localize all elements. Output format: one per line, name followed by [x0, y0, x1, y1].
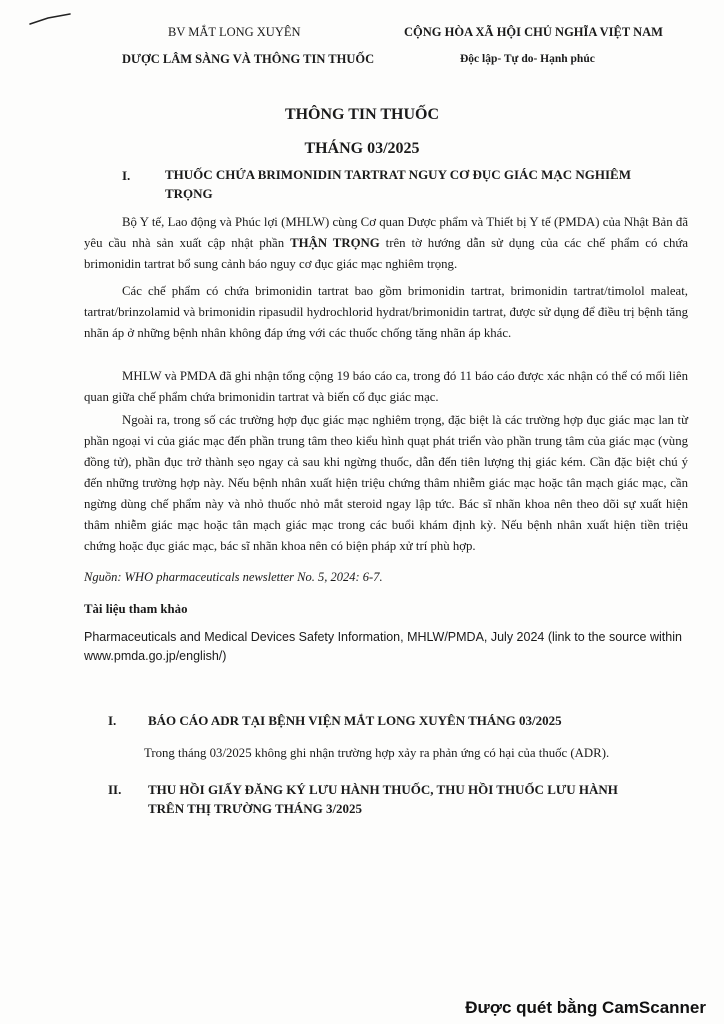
document-subtitle: THÁNG 03/2025	[304, 140, 420, 157]
p1-text-bold: THẬN TRỌNG	[290, 236, 380, 250]
section-1-title-line2: TRỌNG	[165, 186, 213, 201]
nation-name: CỘNG HÒA XÃ HỘI CHỦ NGHĨA VIỆT NAM	[404, 25, 663, 39]
scanner-watermark: Được quét bằng CamScanner	[465, 998, 706, 1017]
references-heading: Tài liệu tham khảo	[84, 602, 188, 616]
references-body: Pharmaceuticals and Medical Devices Safety Information, MHLW/PMDA, July 2024 (link to the source within www.pmda.go.jp/english/)	[84, 630, 682, 663]
p1-text-before: Bộ Y tế, Lao động và Phúc lợi (MHLW) cùng Cơ quan Dược phẩm và Thiết bị Y tế (PMDA) của Nhật Bản đã yêu cầu nhà sản xuất cập nhật phần	[84, 215, 688, 250]
section-2-number: I.	[108, 713, 117, 728]
section-1-paragraph-2: Các chế phẩm có chứa brimonidin tartrat bao gồm brimonidin tartrat, brimonidin tartrat/timolol maleat, tartrat/brinzolamid và brimonidin ripasudil hydrochlorid hydrat/brimonidin tartrat, được sử dụng để điều trị bệnh tăng nhãn áp ở những bệnh nhân không đáp ứng với các thuốc chống tăng nhãn áp khác.	[84, 284, 688, 340]
section-1-number: I.	[122, 168, 131, 183]
p1-text-after: trên tờ hướng dẫn sử dụng của các chế phẩm có chứa brimonidin tartrat bổ sung cảnh báo nguy cơ đục giác mạc nghiêm trọng.	[84, 236, 688, 271]
section-2-title: BÁO CÁO ADR TẠI BỆNH VIỆN MẮT LONG XUYÊN THÁNG 03/2025	[148, 713, 562, 728]
section-1-title-line1: THUỐC CHỨA BRIMONIDIN TARTRAT NGUY CƠ ĐỤC GIÁC MẠC NGHIÊM	[165, 167, 631, 182]
section-1-title	[165, 165, 631, 203]
section-3-title-line1: THU HỒI GIẤY ĐĂNG KÝ LƯU HÀNH THUỐC, THU HỒI THUỐC LƯU HÀNH	[148, 782, 618, 797]
section-3-number: II.	[108, 782, 122, 797]
org-department: DƯỢC LÂM SÀNG VÀ THÔNG TIN THUỐC	[122, 52, 375, 66]
section-1-paragraph-1	[84, 212, 688, 275]
source-citation: Nguồn: WHO pharmaceuticals newsletter No. 5, 2024: 6-7.	[84, 570, 383, 584]
nation-motto: Độc lập- Tự do- Hạnh phúc	[460, 53, 595, 65]
pen-mark-icon	[28, 12, 72, 26]
section-3-title	[148, 780, 618, 818]
section-2-body: Trong tháng 03/2025 không ghi nhận trường hợp xảy ra phản ứng có hại của thuốc (ADR).	[144, 746, 610, 760]
section-1-paragraph-4: Ngoài ra, trong số các trường hợp đục giác mạc nghiêm trọng, đặc biệt là các trường hợp đục giác mạc lan từ phần ngoại vi của giác mạc đến phần trung tâm theo kiểu hình quạt phát triển vào phần trung tâm của giác mạc (vùng đồng tử), phần đục trở thành sẹo ngay cả sau khi ngừng thuốc, dẫn đến tiên lượng thị giác kém. Cần đặc biệt chú ý đến những trường hợp này. Nếu bệnh nhân xuất hiện triệu chứng thâm nhiễm giác mạc hoặc tân mạch giác mạc, cần ngừng dùng chế phẩm này và nhỏ thuốc nhỏ mắt steroid ngay lập tức. Bác sĩ nhãn khoa nên theo dõi sự xuất hiện thâm nhiễm giác mạc hoặc tân mạch giác mạc trong các buổi khám định kỳ. Nếu bệnh nhân xuất hiện tiền triệu chứng hoặc đục giác mạc, bác sĩ nhãn khoa nên có biện pháp xử trí phù hợp.	[84, 413, 688, 553]
section-3-title-line2: TRÊN THỊ TRƯỜNG THÁNG 3/2025	[148, 801, 363, 816]
document-title: THÔNG TIN THUỐC	[284, 106, 440, 123]
section-1-paragraph-3: MHLW và PMDA đã ghi nhận tổng cộng 19 báo cáo ca, trong đó 11 báo cáo được xác nhận có thể có mối liên quan giữa chế phẩm chứa brimonidin tartrat và biến cố đục giác mạc.	[84, 369, 688, 404]
org-name: BV MẮT LONG XUYÊN	[168, 25, 301, 39]
